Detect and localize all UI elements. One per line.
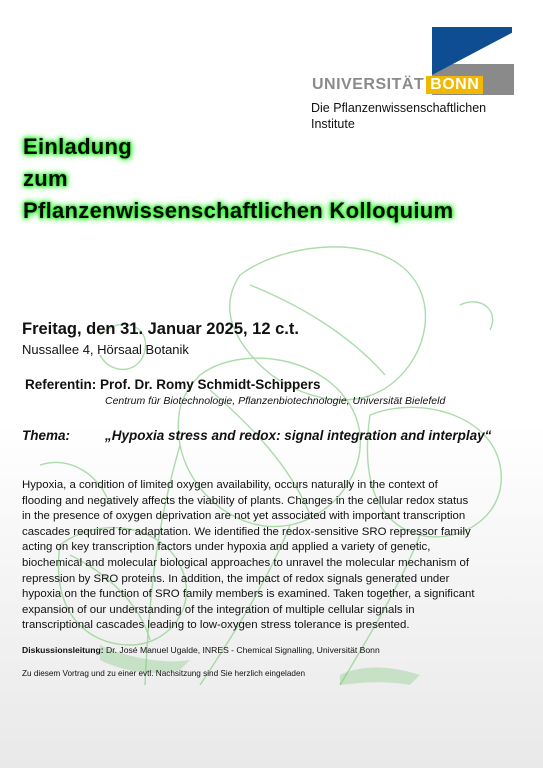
abstract-line: repression by SRO proteins. In addition, the impact of redox signals generated under [22, 572, 450, 585]
abstract-line: cascades required for adaptation. We identified the redox-sensitive SRO repressor family [22, 525, 471, 538]
abstract-line: hypoxia on the function of SRO family members is examined. Taken together, a significant [22, 588, 475, 601]
title-line-3: Pflanzenwissenschaftlichen Kolloquium [23, 198, 454, 223]
event-date: Freitag, den 31. Januar 2025, 12 c.t. [22, 320, 299, 338]
institute-name [311, 100, 511, 132]
abstract-line: acting on key transcription factors under hypoxia and applied a variety of genetic, [22, 541, 431, 554]
topic-title: „Hypoxia stress and redox: signal integration and interplay“ [105, 428, 492, 443]
speaker-name: Referentin: Prof. Dr. Romy Schmidt-Schippers [25, 377, 321, 392]
institute-line-2: Institute [311, 117, 355, 131]
institute-line-1: Die Pflanzenwissenschaftlichen [311, 101, 487, 115]
abstract-line: Hypoxia, a condition of limited oxygen availability, occurs naturally in the context of [22, 479, 438, 491]
abstract-line: expansion of our understanding of the integration of multiple cellular signals in [22, 603, 415, 616]
abstract-line: flooding and negatively affects the viability of plants. Changes in the cellular redox status [22, 494, 469, 507]
abstract-line: biochemical and molecular biological approaches to unravel the molecular mechanism of [22, 556, 470, 569]
logo-university-word: UNIVERSITÄT [312, 76, 425, 93]
discussion-text: Dr. José Manuel Ugalde, INRES - Chemical Signalling, Universität Bonn [103, 645, 380, 655]
logo-bonn-word: BONN [426, 76, 483, 94]
university-logo-text [312, 76, 483, 94]
title-line-2: zum [23, 166, 68, 191]
invitation-title [23, 131, 453, 227]
speaker-affiliation: Centrum für Biotechnologie, Pflanzenbiotechnologie, Universität Bielefeld [105, 395, 446, 407]
abstract-line: in the presence of oxygen deprivation are not yet associated with important transcription [22, 510, 466, 523]
abstract-line: transcriptional cascades leading to low-oxygen stress tolerance is presented. [22, 619, 410, 632]
event-location: Nussallee 4, Hörsaal Botanik [22, 342, 189, 357]
title-line-1: Einladung [23, 134, 133, 159]
invitation-note: Zu diesem Vortrag und zu einer evtl. Nachsitzung sind Sie herzlich eingeladen [22, 669, 306, 678]
abstract-text [22, 478, 522, 634]
topic-label: Thema: [22, 428, 71, 443]
discussion-label: Diskussionsleitung: [22, 645, 104, 655]
discussion-lead [22, 645, 380, 655]
